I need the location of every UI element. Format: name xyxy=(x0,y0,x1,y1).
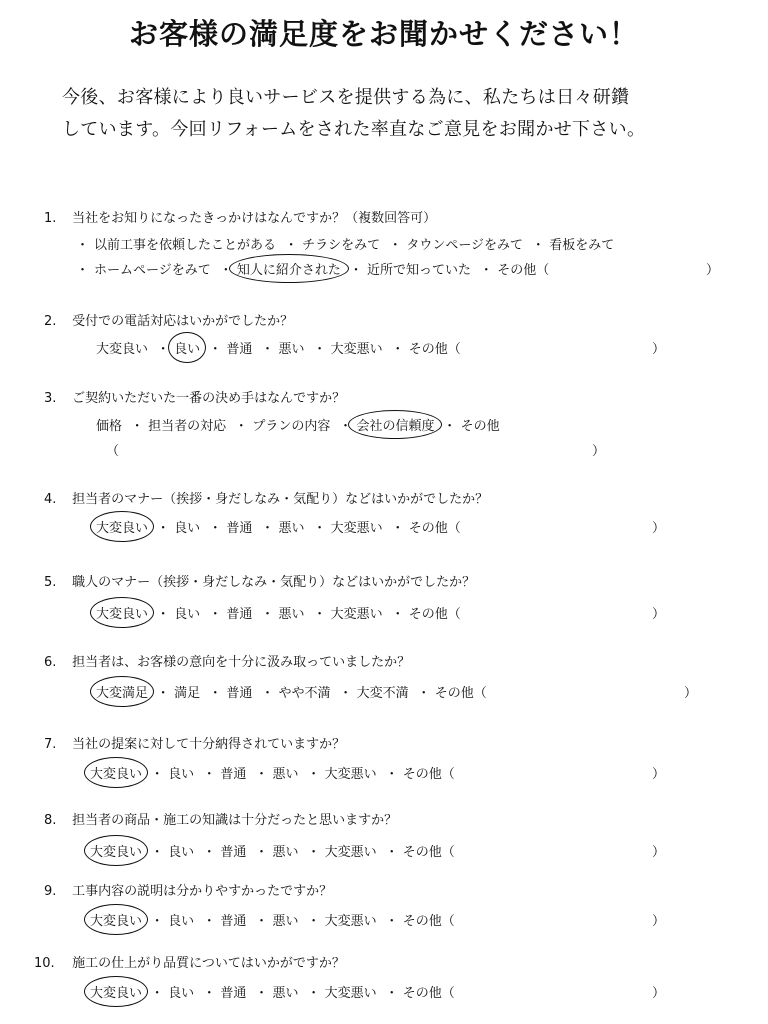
separator: ・ xyxy=(254,914,268,929)
intro-line-2: しています。今回リフォームをされた率直なご意見をお聞かせ下さい。 xyxy=(62,119,646,140)
question-text: 職人のマナー（挨拶・身だしなみ・気配り）などはいかがでしたか？ xyxy=(72,575,476,590)
option[interactable]: 大変良い xyxy=(96,342,149,357)
separator: ・ xyxy=(76,238,90,253)
separator: ・ xyxy=(202,767,216,782)
separator: ・ xyxy=(385,986,399,1001)
separator: ・ xyxy=(313,521,327,536)
option[interactable]: 大変不満 xyxy=(356,686,409,701)
other-close-paren: ） xyxy=(652,986,666,1001)
option[interactable]: 普通 xyxy=(226,686,253,701)
question-text: ご契約いただいた一番の決め手はなんですか？ xyxy=(72,391,346,406)
option[interactable]: 価格 xyxy=(96,419,123,434)
separator: ・ xyxy=(156,686,170,701)
option[interactable]: 大変悪い xyxy=(324,986,377,1001)
question-number: 2. xyxy=(44,314,57,329)
separator: ・ xyxy=(208,607,222,622)
page-title: お客様の満足度をお聞かせください！ xyxy=(128,17,639,51)
question-number: 1. xyxy=(44,211,57,226)
option[interactable]: 普通 xyxy=(226,521,253,536)
separator: ・ xyxy=(208,342,222,357)
option[interactable]: 普通 xyxy=(226,342,253,357)
question-text: 担当者は、お客様の意向を十分に汲み取っていましたか？ xyxy=(72,655,411,670)
separator: ・ xyxy=(338,419,352,434)
option-selected[interactable]: 良い xyxy=(174,338,200,357)
other-close-paren: ） xyxy=(706,263,720,278)
question-text: 工事内容の説明は分かりやすかったですか？ xyxy=(72,884,333,899)
option[interactable]: 看板をみて xyxy=(549,238,615,253)
separator: ・ xyxy=(391,607,405,622)
other-close-paren: ） xyxy=(652,914,666,929)
separator: ・ xyxy=(339,686,353,701)
option[interactable]: 悪い xyxy=(272,986,299,1001)
other-open-paren: （ xyxy=(106,444,120,459)
question-number: 6. xyxy=(44,655,57,670)
option-selected[interactable]: 大変良い xyxy=(90,841,142,860)
separator: ・ xyxy=(307,986,321,1001)
separator: ・ xyxy=(313,342,327,357)
option-other[interactable]: その他（ xyxy=(408,342,461,357)
question-6-options xyxy=(96,682,487,701)
question-number: 7. xyxy=(44,737,57,752)
other-close-paren: ） xyxy=(652,607,666,622)
other-close-paren: ） xyxy=(652,767,666,782)
option[interactable]: 良い xyxy=(174,521,201,536)
other-close-paren: ） xyxy=(652,521,666,536)
separator: ・ xyxy=(202,914,216,929)
option[interactable]: 近所で知っていた xyxy=(367,263,472,278)
option[interactable]: 良い xyxy=(168,914,195,929)
separator: ・ xyxy=(349,263,363,278)
option[interactable]: 大変悪い xyxy=(330,521,383,536)
question-4-options xyxy=(96,517,461,536)
option[interactable]: 普通 xyxy=(220,914,247,929)
option-other[interactable]: その他（ xyxy=(408,607,461,622)
question-9-options xyxy=(90,910,455,929)
option[interactable]: 悪い xyxy=(278,521,305,536)
intro-line-1: 今後、お客様により良いサービスを提供する為に、私たちは日々研鑽 xyxy=(62,87,630,108)
option[interactable]: 良い xyxy=(174,607,201,622)
option[interactable]: チラシをみて xyxy=(302,238,381,253)
separator: ・ xyxy=(76,263,90,278)
separator: ・ xyxy=(254,986,268,1001)
option[interactable]: ホームページをみて xyxy=(94,263,211,278)
option[interactable]: 以前工事を依頼したことがある xyxy=(94,238,277,253)
option[interactable]: 大変悪い xyxy=(330,607,383,622)
separator: ・ xyxy=(391,342,405,357)
separator: ・ xyxy=(260,686,274,701)
option[interactable]: 担当者の対応 xyxy=(148,419,227,434)
separator: ・ xyxy=(307,767,321,782)
separator: ・ xyxy=(254,845,268,860)
question-number: 4. xyxy=(44,492,57,507)
option-selected[interactable]: 会社の信頼度 xyxy=(356,415,434,434)
option-selected[interactable]: 大変良い xyxy=(90,982,142,1001)
question-3-options xyxy=(96,415,500,434)
other-close-paren: ） xyxy=(684,686,698,701)
separator: ・ xyxy=(307,914,321,929)
separator: ・ xyxy=(443,419,457,434)
option[interactable]: 普通 xyxy=(226,607,253,622)
option-other[interactable]: その他（ xyxy=(402,767,455,782)
question-8-options xyxy=(90,841,455,860)
separator: ・ xyxy=(284,238,298,253)
question-number: 9. xyxy=(44,884,57,899)
option-selected[interactable]: 大変満足 xyxy=(96,682,148,701)
separator: ・ xyxy=(130,419,144,434)
separator: ・ xyxy=(417,686,431,701)
separator: ・ xyxy=(313,607,327,622)
question-text: 施工の仕上がり品質についてはいかがですか？ xyxy=(72,956,345,971)
option-other[interactable]: その他（ xyxy=(497,263,550,278)
question-1-options-row-1 xyxy=(76,234,614,253)
option[interactable]: 良い xyxy=(168,986,195,1001)
separator: ・ xyxy=(208,521,222,536)
option-other[interactable]: その他 xyxy=(460,419,500,434)
option-other[interactable]: その他（ xyxy=(434,686,487,701)
option[interactable]: 悪い xyxy=(278,342,305,357)
separator: ・ xyxy=(156,521,170,536)
option-selected[interactable]: 大変良い xyxy=(96,517,148,536)
question-7-options xyxy=(90,763,455,782)
separator: ・ xyxy=(208,686,222,701)
question-10-options xyxy=(90,982,455,1001)
option[interactable]: 大変悪い xyxy=(330,342,383,357)
question-number: 10. xyxy=(34,956,55,971)
option[interactable]: 大変悪い xyxy=(324,914,377,929)
option[interactable]: プランの内容 xyxy=(252,419,331,434)
option-selected[interactable]: 知人に紹介された xyxy=(237,259,341,278)
option-other[interactable]: その他（ xyxy=(402,986,455,1001)
question-text: 当社の提案に対して十分納得されていますか？ xyxy=(72,737,346,752)
other-close-paren: ） xyxy=(652,845,666,860)
option[interactable]: 悪い xyxy=(278,607,305,622)
question-number: 3. xyxy=(44,391,57,406)
option-selected[interactable]: 大変良い xyxy=(90,910,142,929)
separator: ・ xyxy=(254,767,268,782)
other-close-paren: ） xyxy=(652,342,666,357)
option[interactable]: 普通 xyxy=(220,845,247,860)
option-selected[interactable]: 大変良い xyxy=(90,763,142,782)
question-number: 5. xyxy=(44,575,57,590)
option[interactable]: 良い xyxy=(168,845,195,860)
question-text: 当社をお知りになったきっかけはなんですか？（複数回答可） xyxy=(72,211,437,226)
option-other[interactable]: その他（ xyxy=(402,845,455,860)
question-2-options xyxy=(96,338,461,357)
separator: ・ xyxy=(307,845,321,860)
separator: ・ xyxy=(385,914,399,929)
option[interactable]: 悪い xyxy=(272,845,299,860)
option-other[interactable]: その他（ xyxy=(402,914,455,929)
question-5-options xyxy=(96,603,461,622)
separator: ・ xyxy=(260,521,274,536)
question-text: 担当者のマナー（挨拶・身だしなみ・気配り）などはいかがでしたか？ xyxy=(72,492,489,507)
option[interactable]: 満足 xyxy=(174,686,201,701)
separator: ・ xyxy=(385,845,399,860)
separator: ・ xyxy=(156,607,170,622)
separator: ・ xyxy=(388,238,402,253)
separator: ・ xyxy=(531,238,545,253)
option[interactable]: 普通 xyxy=(220,986,247,1001)
option[interactable]: 大変悪い xyxy=(324,845,377,860)
separator: ・ xyxy=(156,342,170,357)
separator: ・ xyxy=(260,342,274,357)
separator: ・ xyxy=(260,607,274,622)
question-text: 受付での電話対応はいかがでしたか？ xyxy=(72,314,294,329)
option[interactable]: 大変悪い xyxy=(324,767,377,782)
separator: ・ xyxy=(202,986,216,1001)
separator: ・ xyxy=(150,986,164,1001)
question-1-options-row-2 xyxy=(76,259,549,278)
separator: ・ xyxy=(479,263,493,278)
option-selected[interactable]: 大変良い xyxy=(96,603,148,622)
option[interactable]: 悪い xyxy=(272,767,299,782)
option[interactable]: 悪い xyxy=(272,914,299,929)
other-close-paren: ） xyxy=(592,444,606,459)
separator: ・ xyxy=(234,419,248,434)
question-number: 8. xyxy=(44,813,57,828)
separator: ・ xyxy=(202,845,216,860)
option[interactable]: タウンページをみて xyxy=(406,238,524,253)
question-text: 担当者の商品・施工の知識は十分だったと思いますか？ xyxy=(72,813,398,828)
separator: ・ xyxy=(219,263,233,278)
option[interactable]: 良い xyxy=(168,767,195,782)
separator: ・ xyxy=(150,914,164,929)
separator: ・ xyxy=(150,767,164,782)
separator: ・ xyxy=(391,521,405,536)
option-other[interactable]: その他（ xyxy=(408,521,461,536)
intro-text xyxy=(62,82,742,146)
separator: ・ xyxy=(150,845,164,860)
separator: ・ xyxy=(385,767,399,782)
option[interactable]: やや不満 xyxy=(278,686,331,701)
option[interactable]: 普通 xyxy=(220,767,247,782)
